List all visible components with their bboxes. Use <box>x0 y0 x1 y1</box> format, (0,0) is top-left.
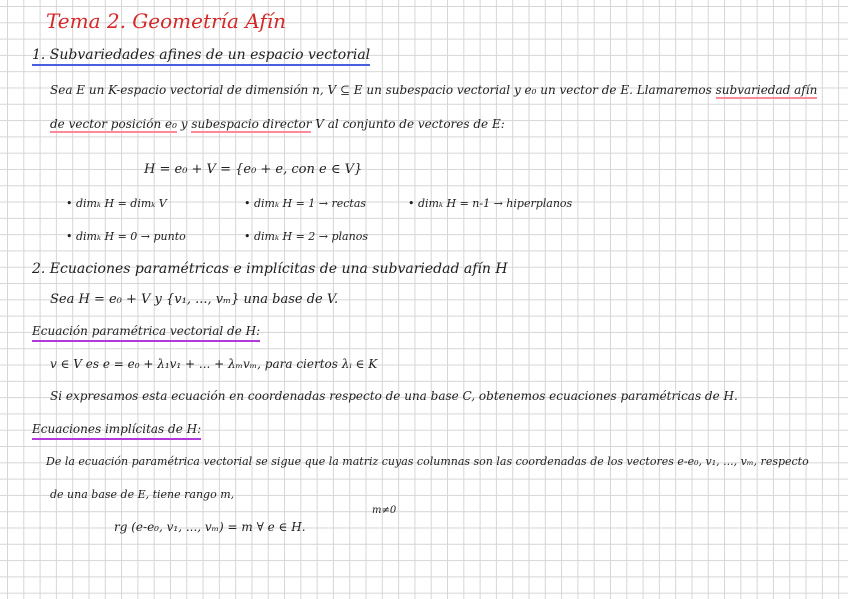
dim-bullet-4: • dimₖ H = 0 → punto <box>66 230 186 243</box>
dim-bullet-3: • dimₖ H = n-1 → hiperplanos <box>408 197 573 210</box>
section1-paragraph-line2 <box>50 116 505 132</box>
dim-bullet-1: • dimₖ H = dimₖ V <box>66 197 167 210</box>
parametric-heading: Ecuación paramétrica vectorial de H: <box>32 323 260 342</box>
paragraph-ending: V al conjunto de vectores de E: <box>311 117 505 131</box>
term-subespacio-director: subespacio director <box>191 117 312 131</box>
implicit-heading: Ecuaciones implícitas de H: <box>32 421 201 440</box>
parametric-equation: v ∈ V es e = e₀ + λ₁v₁ + ... + λₘvₘ, para ciertos λᵢ ∈ K <box>50 357 378 371</box>
section1-paragraph-line1 <box>50 82 817 98</box>
section2-heading: 2. Ecuaciones paramétricas e implícitas de una subvariedad afín H <box>32 261 508 277</box>
paragraph-connector: y <box>176 117 192 131</box>
section1-paragraph-text: Sea E un K-espacio vectorial de dimensión n, V ⊆ E un subespacio vectorial y e₀ un vector de E. Llamaremos <box>50 83 716 97</box>
implicit-line1: De la ecuación paramétrica vectorial se sigue que la matriz cuyas columnas son las coordenadas de los vectores e-e₀, v₁, ..., vₘ, respecto <box>46 455 809 468</box>
section1-heading: 1. Subvariedades afines de un espacio vectorial <box>32 47 370 66</box>
page-title: Tema 2. Geometría Afín <box>46 9 287 33</box>
definition-formula: H = e₀ + V = {e₀ + e, con e ∈ V} <box>144 162 363 177</box>
rank-equation: rg (e-e₀, v₁, ..., vₘ) = m ∀ e ∈ H. <box>114 520 306 534</box>
dim-bullet-2: • dimₖ H = 1 → rectas <box>244 197 367 210</box>
dim-bullet-5: • dimₖ H = 2 → planos <box>244 230 368 243</box>
term-vector-posicion: de vector posición e₀ <box>50 117 177 131</box>
parametric-note: Si expresamos esta ecuación en coordenadas respecto de una base C, obtenemos ecuaciones paramétricas de H. <box>50 389 738 403</box>
side-note: m≠0 <box>372 505 397 516</box>
basis-line: Sea H = e₀ + V y {v₁, ..., vₘ} una base de V. <box>50 292 339 307</box>
term-subvariedad-afin: subvariedad afín <box>715 83 818 97</box>
implicit-line2: de una base de E, tiene rango m, <box>50 488 235 501</box>
